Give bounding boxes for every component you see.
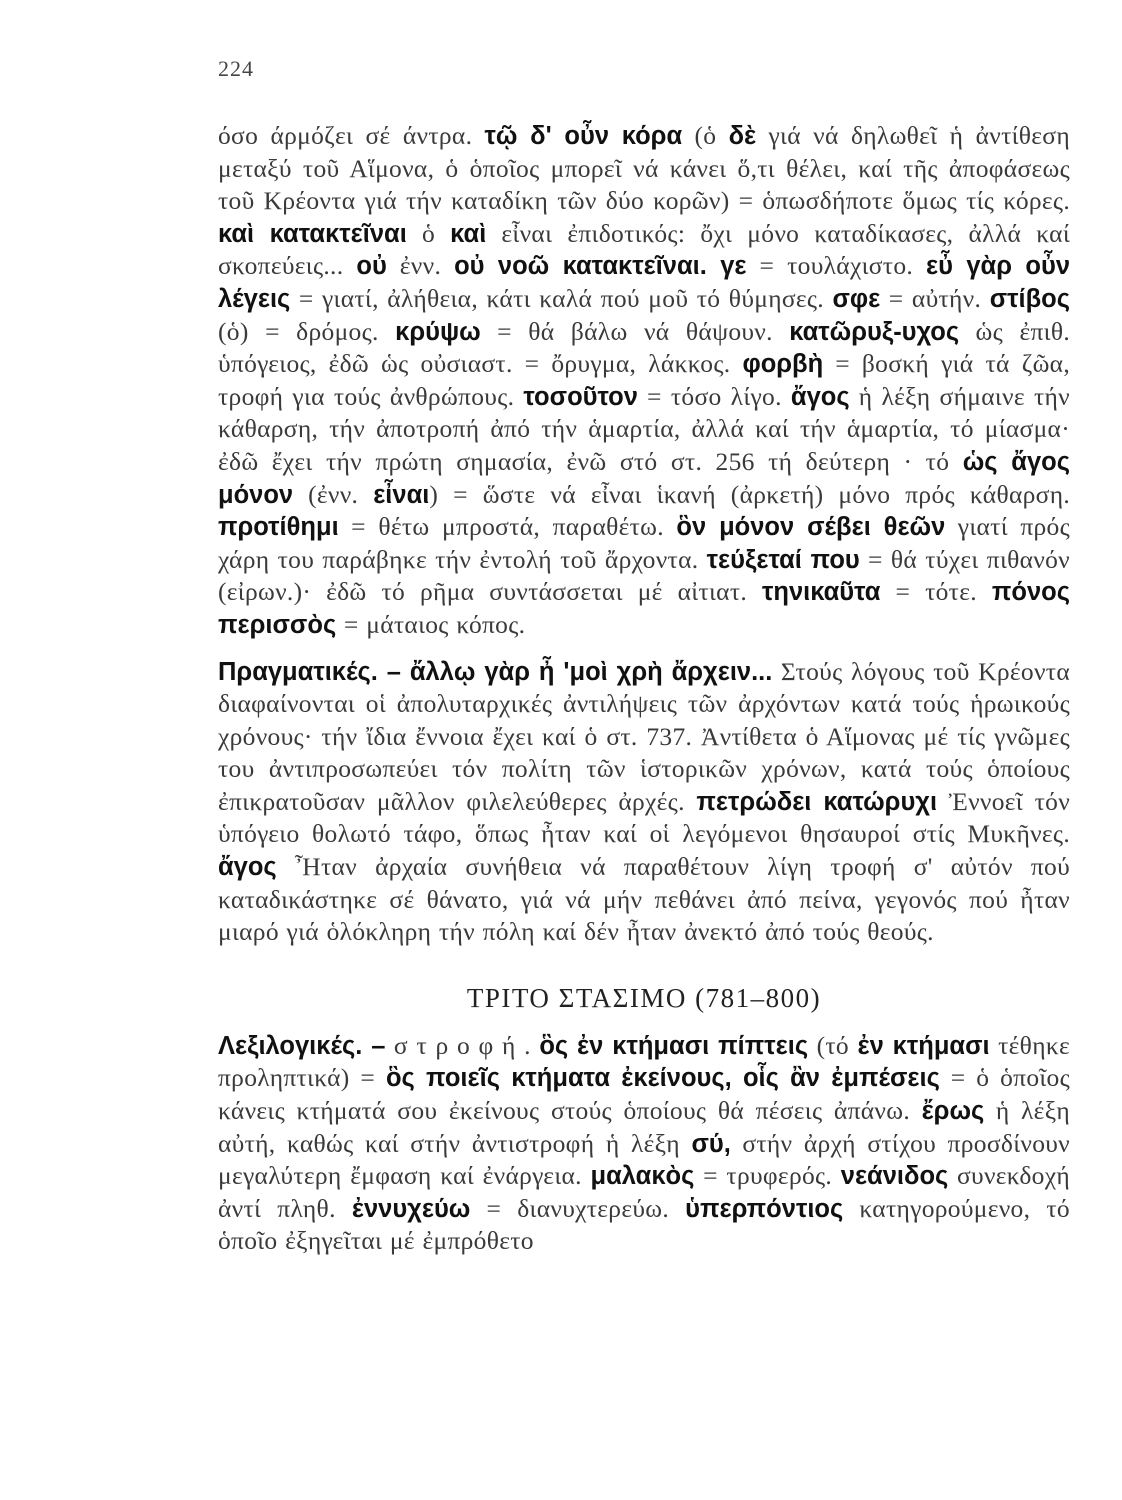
text-run: όσο άρμόζει σέ άντρα. (218, 121, 485, 150)
page-number: 224 (218, 56, 254, 81)
headword: ὃς ἐν κτήμασι πίπτεις (539, 1031, 809, 1060)
headword: ὃς ποιεῖς κτήματα ἐκείνους, οἷς ἂν ἐμπέσεις (385, 1064, 940, 1093)
headword: φορβὴ (742, 350, 824, 379)
headword: ἄγος (218, 853, 277, 882)
text-run: Στούς λόγους τοῦ Κρέοντα διαφαίνονται οἱ ἀπολυταρχικές ἀντιλήψεις τῶν ἀρχόντων κατά τούς ἡρωικούς χρόνους· τήν ἴδια ἔννοια ἔχει καί ὁ στ. 737. Ἀντίθετα ὁ Αἵμονας μέ τίς γνῶμες του ἀντιπροσωπεύει τόν πολίτη τῶν ἱστορικῶν χρόνων, κατά τούς ὁποίους ἐπικρατοῦσαν μᾶλλον φιλελεύθερες ἀρχές. (218, 656, 1070, 816)
headword: τῷ δ' οὖν κόρα (484, 122, 683, 150)
text-run: = ὁ ὁποῖος κάνεις κτήματά σου ἐκείνους στούς ὁποίους θά πέσεις ἀπάνω. (218, 1063, 1070, 1126)
headword: καὶ (450, 219, 487, 248)
headword: εὖ γὰρ οὖν λέγεις (218, 252, 1070, 313)
text-run: (ὁ) = δρόμος. (218, 316, 396, 346)
text-run: ὁ (406, 218, 451, 248)
text-run: στήν ἀρχή στίχου προσδίνουν μεγαλύτερη ἔμφαση καί ἐνάργεια. (218, 1128, 1071, 1191)
headword: προτίθημι (218, 513, 339, 542)
headword: καὶ κατακτεῖναι (218, 219, 407, 248)
headword: μαλακὸς (590, 1162, 695, 1191)
text-run: = τότε. (880, 577, 992, 607)
text-run: = τουλάχιστο. (746, 251, 927, 281)
text-run: = τόσο λίγο. (637, 381, 791, 411)
text-run: Ἐννοεῖ τόν ὑπόγειο θολωτό τάφο, ὅπως ἦταν καί οἱ λεγόμενοι θησαυροί στίς Μυκῆνες. (218, 786, 1071, 849)
headword: ἐν κτήμασι (857, 1031, 990, 1060)
text-run: ἡ λέξη σήμαινε τήν κάθαρση, τήν ἀποτροπή ἀπό τήν ἁμαρτία, ἀλλά καί τήν ἁμαρτία, τό μίασμα· ἐδῶ ἔχει τήν πρώτη σημασία, ἐνῶ στό στ. 256 τή δεύτερη · τό (218, 381, 1070, 476)
text-run: (ὁ (682, 121, 729, 150)
text-run: ἐνν. (386, 251, 455, 281)
headword: δὲ (728, 122, 757, 150)
text-run: = γιατί, ἀλήθεια, κάτι καλά πού μοῦ τό θύμησες. (290, 283, 833, 313)
headword: ἐννυχεύω (351, 1194, 471, 1223)
text-run: ) = ὥστε νά εἶναι ἱκανή (ἀρκετή) μόνο πρός κάθαρση. (429, 479, 1071, 509)
text-run: εἶναι ἐπιδοτικός: ὄχι μόνο καταδίκασες, ἀλλά καί σκοπεύεις... (218, 218, 1070, 281)
text-run: γιά νά δηλωθεῖ ἡ ἀντίθεση μεταξύ τοῦ Αἵμονα, ὁ ὁποῖος μπορεῖ νά κάνει ὅ,τι θέλει, καί τῆς ἀποφάσεως τοῦ Κρέοντα γιά τήν καταδίκη τῶν δύο κορῶν) = ὁπωσδήποτε ὅμως τίς κόρες. (218, 121, 1070, 216)
headword: εἶναι (373, 480, 430, 509)
text-run: = τρυφερός. (694, 1161, 841, 1191)
headword: ὡς ἄγος μόνον (218, 447, 1070, 509)
headword: τοσοῦτον (523, 382, 638, 411)
paragraph-lexical-notes (218, 120, 1070, 642)
headword: πόνος περισσὸς (218, 578, 1070, 639)
headword: οὐ νοῶ κατακτεῖναι. γε (454, 252, 747, 281)
headword: σφε (832, 284, 881, 313)
text-run: = θά βάλω νά θάψουν. (480, 316, 790, 346)
headword: Λεξιλογικές. – (218, 1031, 386, 1060)
paragraph-third-stasimon-notes (218, 1030, 1070, 1258)
text-run: (ἐνν. (293, 479, 374, 509)
headword: ἄγος (790, 382, 850, 411)
text-run: = θέτω μπροστά, παραθέτω. (338, 512, 677, 542)
text-run: = βοσκή γιά τά ζῶα, τροφή για τούς ἀνθρώπους. (218, 349, 1070, 411)
headword: ἔρως (921, 1097, 985, 1126)
text-run: (τό (808, 1030, 858, 1060)
headword: τηνικαῦτα (762, 578, 881, 607)
text-run: κατηγορούμενο, τό ὁποῖο ἐξηγεῖται μέ ἐμπρόθετο (218, 1193, 1070, 1256)
text-run: σ τ ρ ο φ ή . (385, 1030, 540, 1060)
text-run: ὡς ἐπιθ. ὑπόγειος, ἐδῶ ὡς οὐσιαστ. = ὄρυγμα, λάκκος. (218, 316, 1071, 379)
headword: κρύψω (395, 317, 481, 346)
headword: νεάνιδος (840, 1162, 949, 1191)
headword: πετρώδει κατώρυχι (696, 787, 938, 816)
text-run: συνεκδοχή ἀντί πληθ. (218, 1161, 1070, 1223)
headword: οὐ (356, 252, 387, 281)
text-run: = μάταιος κόπος. (336, 609, 526, 639)
headword: ὑπερπόντιος (685, 1194, 844, 1223)
headword: τεύξεταί που (706, 545, 860, 574)
section-title: ΤΡΙΤΟ ΣΤΑΣΙΜΟ (781–800) (466, 982, 822, 1013)
text-run: = αὐτήν. (880, 283, 990, 313)
headword: σύ, (691, 1129, 731, 1158)
text-run: τέθηκε προληπτικά) = (218, 1030, 1070, 1093)
text-run: = θά τύχει πιθανόν (εἰρων.)· ἐδῶ τό ρῆμα συντάσσεται μέ αἰτιατ. (218, 544, 1071, 607)
text-run: ἡ λέξη αὐτή, καθώς καί στήν ἀντιστροφή ἡ λέξη (218, 1096, 1070, 1158)
text-run: Ἦταν ἀρχαία συνήθεια νά παραθέτουν λίγη τροφή σ' αὐτόν πού καταδικάστηκε σέ θάνατο, γιά νά μήν πεθάνει ἀπό πείνα, γεγονός πού ἦταν μιαρό γιά ὁλόκληρη τήν πόλη καί δέν ἦταν ἀνεκτό ἀπό τούς θεούς. (218, 852, 1070, 947)
headword: στίβος (989, 284, 1070, 313)
headword: κατῶρυξ-υχος (789, 317, 960, 346)
headword: Πραγματικές. – ἄλλῳ γὰρ ἦ 'μοὶ χρὴ ἄρχειν... (218, 657, 773, 686)
headword: ὃν μόνον σέβει θεῶν (676, 513, 946, 542)
text-run: = διανυχτερεύω. (470, 1193, 686, 1223)
text-run: γιατί πρός χάρη του παράβηκε τήν ἐντολή τοῦ ἄρχοντα. (218, 512, 1070, 574)
page-body (218, 120, 1070, 1258)
paragraph-factual-notes (218, 656, 1070, 949)
